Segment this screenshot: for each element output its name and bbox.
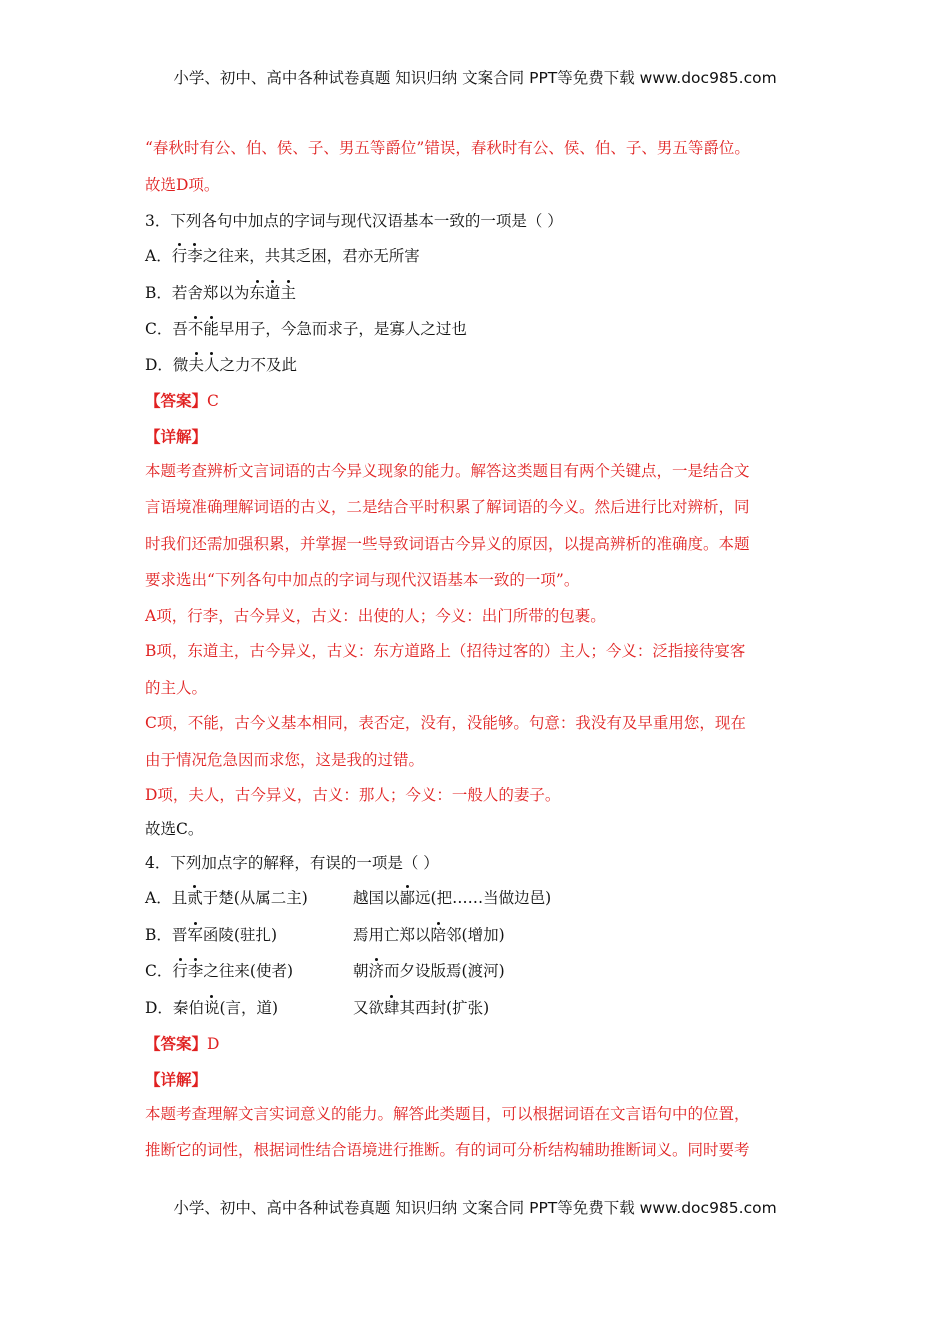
q3-answer: 【答案】C <box>145 391 219 410</box>
q3-option-a: A．行李之往来，共其乏困，君亦无所害 <box>145 247 420 265</box>
q3-explain-line: 要求选出“下列各句中加点的字词与现代汉语基本一致的一项”。 <box>145 571 580 589</box>
q3-explain-line: C项，不能，古今义基本相同，表否定，没有，没能够。句意：我没有及早重用您，现在 <box>145 714 746 732</box>
q3-stem: 3．下列各句中加点的字词与现代汉语基本一致的一项是（ ） <box>145 212 563 230</box>
q3-option-c: C．吾不能早用子，今急而求子，是寡人之过也 <box>145 320 467 338</box>
header-banner: 小学、初中、高中各种试卷真题 知识归纳 文案合同 PPT等免费下载 www.doc985.com <box>173 69 777 87</box>
q2-conclusion: 故选D项。 <box>145 176 220 194</box>
q3-explain-line: D项，夫人，古今异义，古义：那人；今义：一般人的妻子。 <box>145 786 561 804</box>
q3-explain-line: 言语境准确理解词语的古义，二是结合平时积累了解词语的今义。然后进行比对辨析，同 <box>145 498 750 516</box>
q3-option-b: B．若舍郑以为东道主 <box>145 284 296 302</box>
q4-option-c: C．行李之往来(使者) 朝济而夕设版焉(渡河) <box>145 962 505 980</box>
q4-answer: 【答案】D <box>145 1034 220 1053</box>
q3-option-d: D．微夫人之力不及此 <box>145 356 297 374</box>
q4-explain-line: 本题考查理解文言实词意义的能力。解答此类题目，可以根据词语在文言语句中的位置， <box>145 1105 750 1123</box>
q3-explain-line: B项，东道主，古今异义，古义：东方道路上（招待过客的）主人；今义：泛指接待宴客 <box>145 642 746 660</box>
q4-option-a: A．且贰于楚(从属二主) 越国以鄙远(把……当做边邑) <box>145 889 552 907</box>
footer-banner: 小学、初中、高中各种试卷真题 知识归纳 文案合同 PPT等免费下载 www.doc985.com <box>173 1199 777 1217</box>
q3-detail-heading: 【详解】 <box>145 427 208 446</box>
q3-conclusion: 故选C。 <box>145 820 204 838</box>
q4-stem: 4．下列加点字的解释，有误的一项是（ ） <box>145 854 439 872</box>
q2-explain-line: “春秋时有公、伯、侯、子、男五等爵位”错误，春秋时有公、侯、伯、子、男五等爵位。 <box>145 139 750 157</box>
q4-option-d: D．秦伯说(言，道) 又欲肆其西封(扩张) <box>145 999 490 1017</box>
q4-option-b: B．晋军函陵(驻扎) 焉用亡郑以陪邻(增加) <box>145 926 505 944</box>
q4-detail-heading: 【详解】 <box>145 1070 208 1089</box>
q3-explain-line: A项，行李，古今异义，古义：出使的人；今义：出门所带的包裹。 <box>145 607 606 625</box>
q3-explain-line: 时我们还需加强积累，并掌握一些导致词语古今异义的原因，以提高辨析的准确度。本题 <box>145 535 750 553</box>
q4-explain-line: 推断它的词性，根据词性结合语境进行推断。有的词可分析结构辅助推断词义。同时要考 <box>145 1141 750 1159</box>
q3-explain-line: 本题考查辨析文言词语的古今异义现象的能力。解答这类题目有两个关键点，一是结合文 <box>145 462 750 480</box>
q3-explain-line: 的主人。 <box>145 679 208 697</box>
q3-explain-line: 由于情况危急因而求您，这是我的过错。 <box>145 751 425 769</box>
